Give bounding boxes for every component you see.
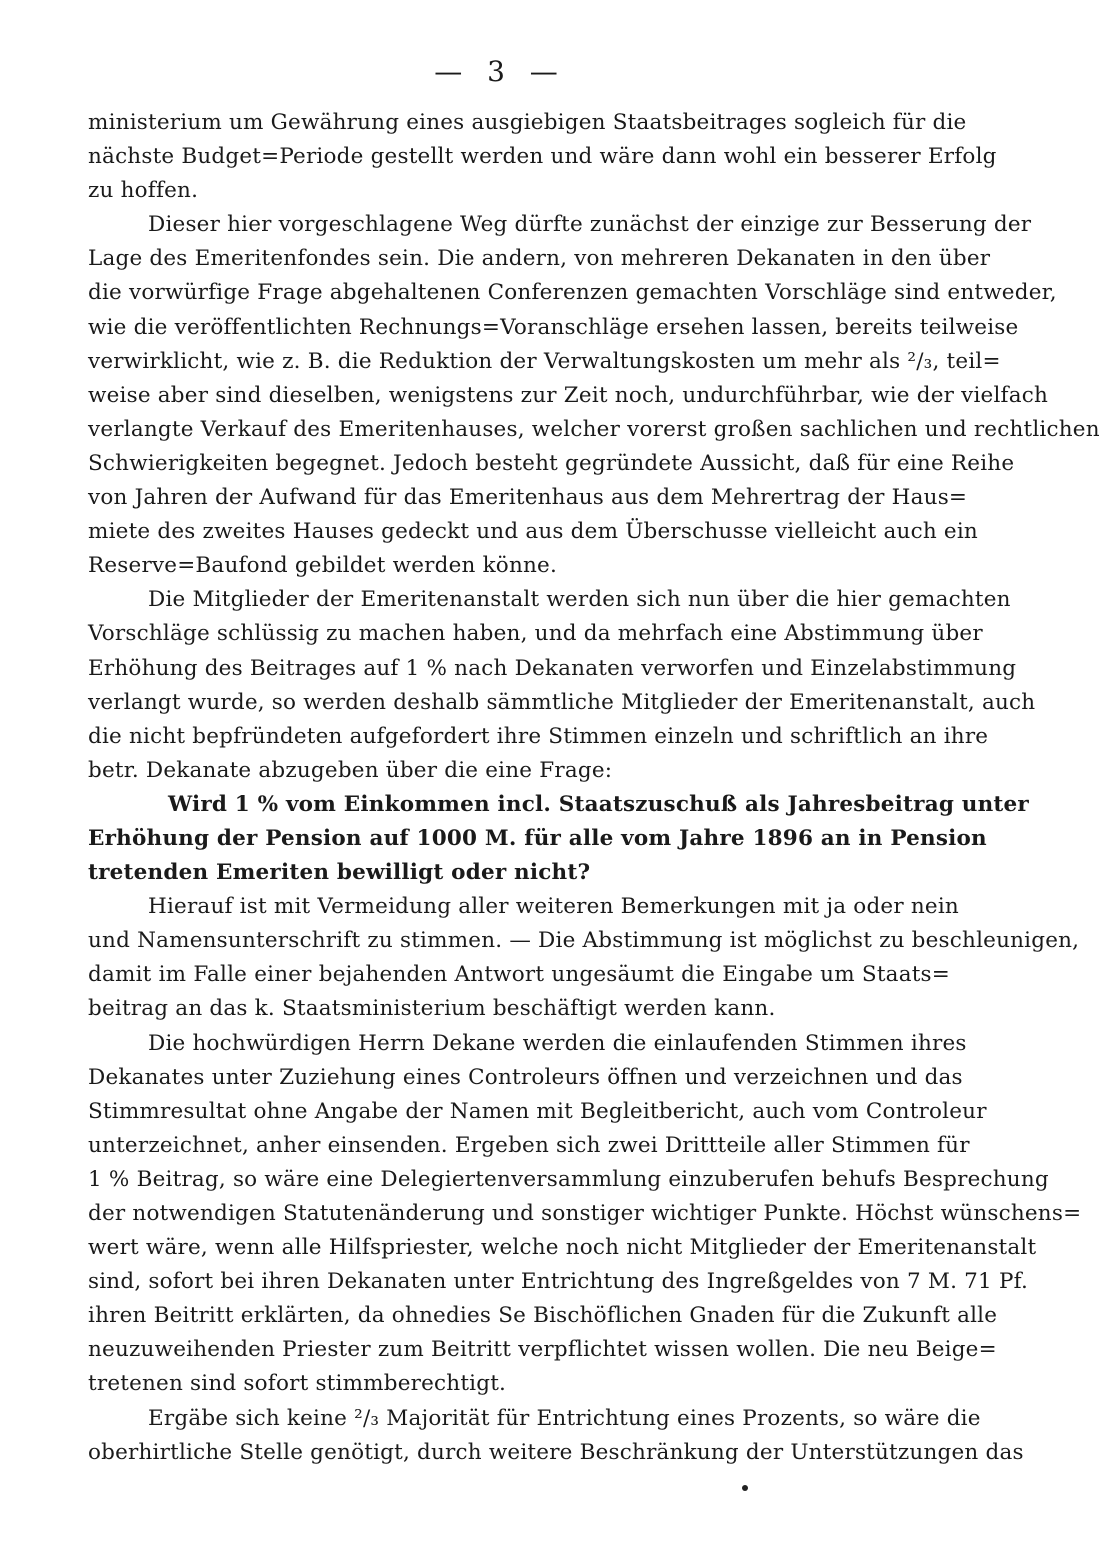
text-line: Erhöhung der Pension auf 1000 M. für alle vom Jahre 1896 an in Pension [88, 825, 987, 851]
body-text [88, 106, 1100, 1470]
text-line: Erhöhung des Beitrages auf 1 % nach Dekanaten verworfen und Einzelabstimmung [88, 655, 1017, 681]
text-line: die nicht bepfründeten aufgefordert ihre Stimmen einzeln und schriftlich an ihre [88, 723, 989, 749]
text-line: neuzuweihenden Priester zum Beitritt verpflichtet wissen wollen. Die neu Beige= [88, 1337, 997, 1363]
text-line: Die Mitglieder der Emeritenanstalt werden sich nun über die hier gemachten [148, 587, 1011, 613]
text-line: wie die veröffentlichten Rechnungs=Voranschläge ersehen lassen, bereits teilweise [88, 314, 1019, 340]
text-line: wert wäre, wenn alle Hilfspriester, welche noch nicht Mitglieder der Emeritenanstalt [88, 1235, 1037, 1261]
text-line: Hierauf ist mit Vermeidung aller weiteren Bemerkungen mit ja oder nein [148, 894, 959, 920]
text-line: ihren Beitritt erklärten, da ohnedies Se Bischöflichen Gnaden für die Zukunft alle [88, 1303, 998, 1329]
text-line: der notwendigen Statutenänderung und sonstiger wichtiger Punkte. Höchst wünschens= [88, 1201, 1082, 1226]
text-line: Vorschläge schlüssig zu machen haben, und da mehrfach eine Abstimmung über [88, 621, 983, 647]
page-number: — 3 — [434, 55, 566, 88]
text-line: ministerium um Gewährung eines ausgiebigen Staatsbeitrages sogleich für die [88, 110, 967, 135]
text-line: betr. Dekanate abzugeben über die eine Frage: [88, 757, 613, 783]
text-line: sind, sofort bei ihren Dekanaten unter Entrichtung des Ingreßgeldes von 7 M. 71 Pf. [88, 1269, 1029, 1295]
text-line: verwirklicht, wie z. B. die Reduktion der Verwaltungskosten um mehr als ²/₃, teil= [88, 348, 1001, 374]
text-line: miete des zweites Hauses gedeckt und aus dem Überschusse vielleicht auch ein [88, 519, 978, 545]
text-line: tretenen sind sofort stimmberechtigt. [88, 1371, 507, 1397]
text-line: 1 % Beitrag, so wäre eine Delegiertenversammlung einzuberufen behufs Besprechung [88, 1166, 1049, 1192]
text-line: damit im Falle einer bejahenden Antwort ungesäumt die Eingabe um Staats= [88, 962, 950, 988]
text-line: Stimmresultat ohne Angabe der Namen mit Begleitbericht, auch vom Controleur [88, 1098, 987, 1124]
text-line: und Namensunterschrift zu stimmen. — Die Abstimmung ist möglichst zu beschleunigen, [88, 928, 1080, 954]
text-line: Ergäbe sich keine ²/₃ Majorität für Entrichtung eines Prozents, so wäre die [148, 1405, 981, 1431]
text-line: Reserve=Baufond gebildet werden könne. [88, 553, 557, 579]
text-line: Die hochwürdigen Herrn Dekane werden die einlaufenden Stimmen ihres [148, 1030, 967, 1056]
text-line: Wird 1 % vom Einkommen incl. Staatszuschuß als Jahresbeitrag unter [168, 791, 1029, 817]
text-line: oberhirtliche Stelle genötigt, durch weitere Beschränkung der Unterstützungen das [88, 1439, 1024, 1465]
text-line: weise aber sind dieselben, wenigstens zur Zeit noch, undurchführbar, wie der vielfach [88, 382, 1049, 408]
text-line: Dieser hier vorgeschlagene Weg dürfte zunächst der einzige zur Besserung der [148, 212, 1032, 238]
text-line: verlangte Verkauf des Emeritenhauses, welcher vorerst großen sachlichen und rechtlichen [88, 416, 1100, 442]
text-line: nächste Budget=Periode gestellt werden und wäre dann wohl ein besserer Erfolg [88, 144, 997, 170]
text-line: beitrag an das k. Staatsministerium beschäftigt werden kann. [88, 996, 776, 1022]
text-line: Lage des Emeritenfondes sein. Die andern, von mehreren Dekanaten in den über [88, 246, 991, 272]
text-line: Schwierigkeiten begegnet. Jedoch besteht gegründete Aussicht, daß für eine Reihe [88, 450, 1015, 476]
text-line: verlangt wurde, so werden deshalb sämmtliche Mitglieder der Emeritenanstalt, auch [88, 689, 1036, 715]
text-line: die vorwürfige Frage abgehaltenen Conferenzen gemachten Vorschläge sind entweder, [88, 280, 1057, 306]
text-line: tretenden Emeriten bewilligt oder nicht? [88, 860, 591, 886]
ink-speck [742, 1485, 748, 1491]
text-line: unterzeichnet, anher einsenden. Ergeben sich zwei Drittteile aller Stimmen für [88, 1132, 970, 1158]
text-line: Dekanates unter Zuziehung eines Controleurs öffnen und verzeichnen und das [88, 1064, 963, 1090]
text-line: zu hoffen. [88, 178, 199, 204]
text-line: von Jahren der Aufwand für das Emeritenhaus aus dem Mehrertrag der Haus= [88, 485, 968, 511]
